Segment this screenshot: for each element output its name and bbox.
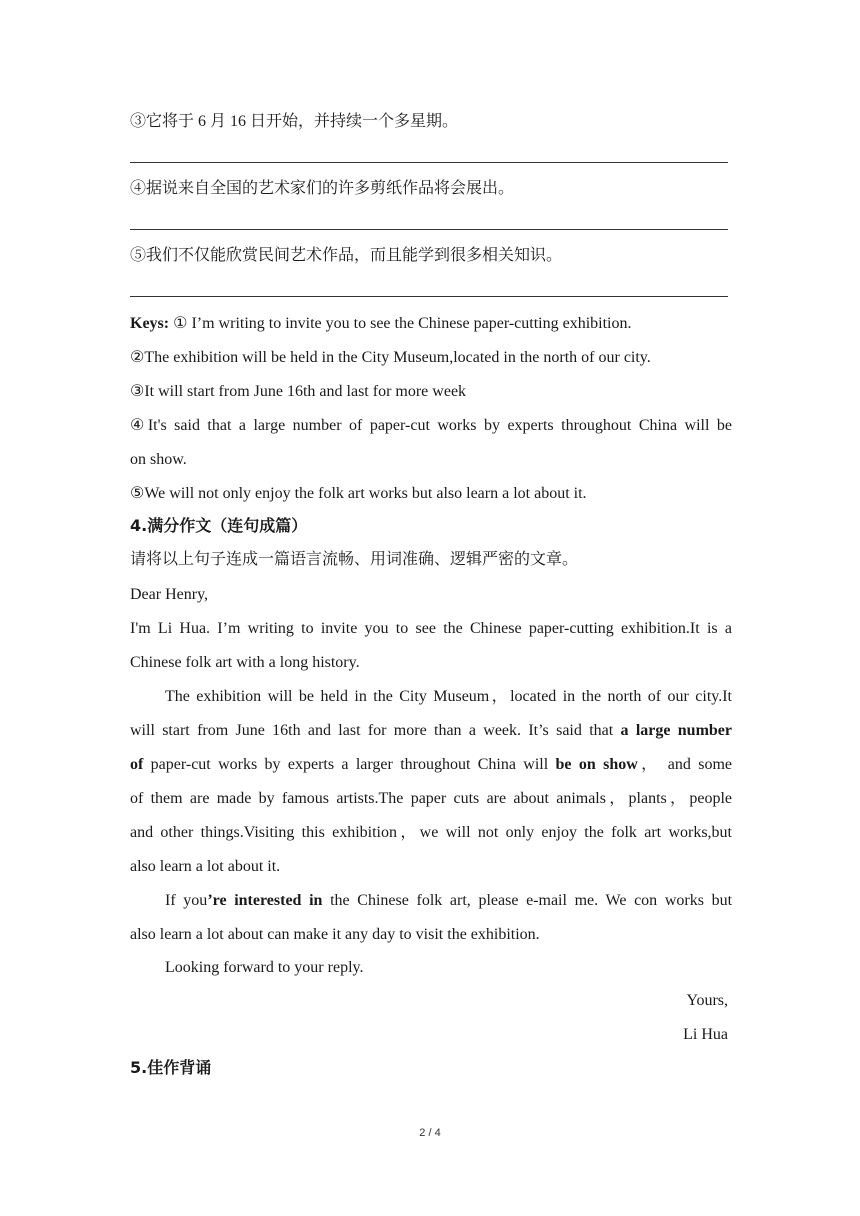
letter-p2-text: paper-cut works by experts a larger throughout China will [143,756,556,773]
key-4a: ④It's said that a large number of paper-cut works by experts throughout China will be [130,417,732,434]
letter-greeting: Dear Henry, [130,586,209,603]
letter-p1-line-1: I'm Li Hua. I’m writing to invite you to see the Chinese paper-cutting exhibition.It is a [130,620,732,637]
section-5-heading: 5.佳作背诵 [130,1058,212,1077]
letter-p3-text: If you [165,892,208,909]
letter-bold-phrase: of [130,756,144,773]
page-number: 2 / 4 [419,1127,441,1139]
prompt-3: ③它将于 6 月 16 日开始，并持续一个多星期。 [130,113,459,130]
key-1: ① I’m writing to invite you to see the Chinese paper-cutting exhibition. [173,315,632,332]
letter-closing: Looking forward to your reply. [165,959,364,976]
letter-bold-phrase: a large number [620,722,733,739]
letter-p2-line-2 [130,721,732,741]
answer-line-5 [130,296,728,297]
letter-p2-text: ， and some [637,756,732,773]
letter-p2-line-5: and other things.Visiting this exhibition，we will not only enjoy the folk art works,but [130,824,732,841]
prompt-4: ④据说来自全国的艺术家们的许多剪纸作品将会展出。 [130,180,515,197]
letter-p2-line-6: also learn a lot about it. [130,858,281,875]
letter-signoff: Yours, [686,992,728,1009]
letter-bold-phrase: be on show [555,756,638,773]
letter-p3-line-1 [165,891,732,911]
letter-p2-line-1: The exhibition will be held in the City Museum，located in the north of our city.It [165,688,732,705]
section-4-heading: 4.满分作文（连句成篇） [130,516,308,535]
letter-p1-line-2: Chinese folk art with a long history. [130,654,360,671]
letter-signature: Li Hua [683,1026,728,1043]
section-4-instruction: 请将以上句子连成一篇语言流畅、用词准确、逻辑严密的文章。 [130,551,579,568]
letter-bold-phrase: ’re interested in [207,892,323,909]
letter-p2-text: will start from June 16th and last for more than a week. It’s said that [130,722,621,739]
key-5: ⑤We will not only enjoy the folk art works but also learn a lot about it. [130,485,587,502]
key-3: ③It will start from June 16th and last for more week [130,383,467,400]
answer-line-4 [130,229,728,230]
keys-line-1 [130,314,631,334]
answer-line-3 [130,162,728,163]
letter-p3-line-2: also learn a lot about can make it any day to visit the exhibition. [130,926,540,943]
key-4b: on show. [130,451,187,468]
letter-p2-line-4: of them are made by famous artists.The paper cuts are about animals，plants，people [130,790,732,807]
letter-p3-text: the Chinese folk art, please e-mail me. We con works but [322,892,733,909]
key-2: ②The exhibition will be held in the City Museum,located in the north of our city. [130,349,651,366]
letter-p2-line-3 [130,755,732,775]
keys-label: Keys: [130,315,170,332]
prompt-5: ⑤我们不仅能欣赏民间艺术作品，而且能学到很多相关知识。 [130,247,563,264]
